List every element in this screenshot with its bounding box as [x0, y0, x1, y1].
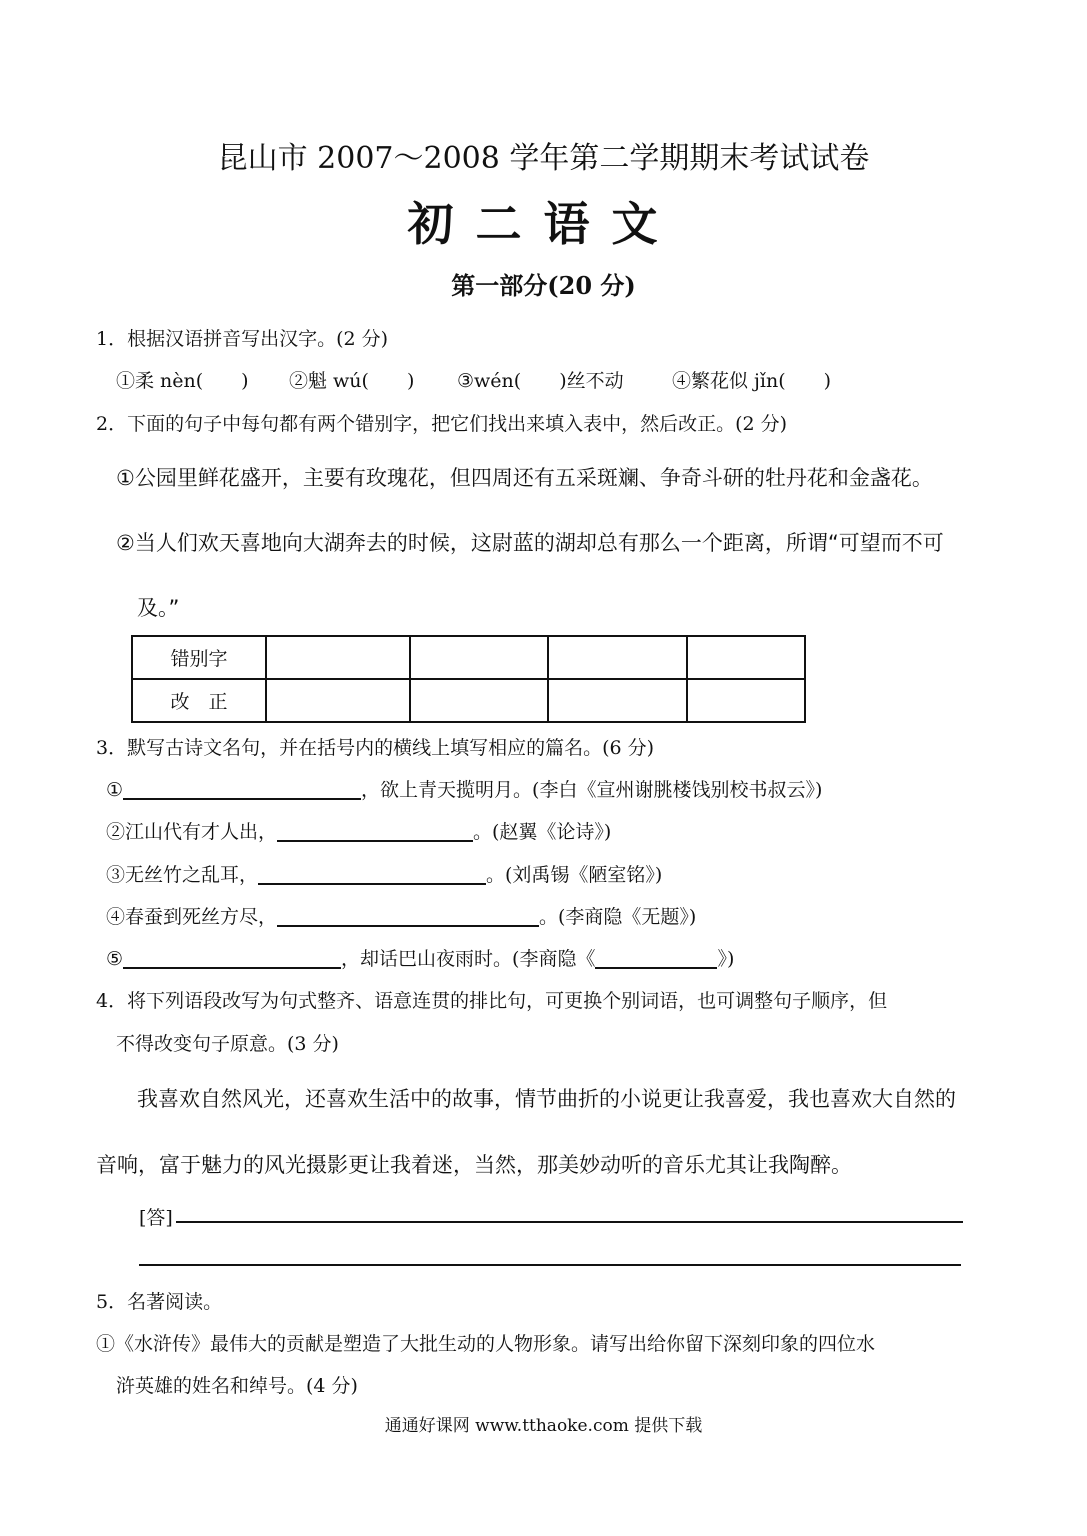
q3-item-2-prefix: ②江山代有才人出，: [106, 821, 278, 843]
subject-title: 初二语文: [407, 197, 680, 251]
q3-item-3: [106, 860, 662, 887]
q4-stem-line-1: 4．将下列语段改写为句式整齐、语意连贯的排比句，可更换个别词语，也可调整句子顺序，但: [96, 990, 888, 1012]
q4-passage-line-2: 音响，富于魅力的风光摄影更让我着迷，当然，那美妙动听的音乐尤其让我陶醉。: [96, 1153, 852, 1177]
q3-blank-4[interactable]: [277, 905, 539, 927]
table-cell[interactable]: [548, 679, 687, 722]
table-cell[interactable]: [687, 679, 805, 722]
part-title: 第一部分(20 分): [451, 271, 636, 300]
q2-sentence-2-line-1: ②当人们欢天喜地向大湖奔去的时候，这尉蓝的湖却总有那么一个距离，所谓“可望而不可: [116, 531, 944, 555]
correction-table: [131, 635, 806, 723]
q4-stem-line-2: 不得改变句子原意。(3 分): [116, 1033, 339, 1055]
q2-sentence-2-line-2: 及。”: [137, 596, 180, 620]
q3-item-5-suffix: 》): [717, 948, 735, 970]
table-cell[interactable]: [266, 679, 410, 722]
q5-sub1-line-1: ①《水浒传》最伟大的贡献是塑造了大批生动的人物形象。请写出给你留下深刻印象的四位水: [96, 1333, 876, 1355]
q3-item-1-prefix: ①: [106, 779, 124, 801]
exam-title: 昆山市 2007～2008 学年第二学期期末考试试卷: [217, 141, 870, 176]
q3-blank-title[interactable]: [595, 947, 717, 969]
table-cell[interactable]: [410, 636, 548, 679]
q3-blank-1[interactable]: [123, 778, 361, 800]
q3-item-3-suffix: 。(刘禹锡《陋室铭》): [486, 864, 663, 886]
q1-item-1: ①柔 nèn( ): [116, 370, 249, 392]
q3-item-1: [106, 775, 822, 802]
q3-blank-2[interactable]: [277, 820, 473, 842]
q3-item-3-prefix: ③无丝竹之乱耳，: [106, 864, 259, 886]
table-label-correction: 改 正: [132, 679, 266, 722]
q3-item-4: [106, 902, 696, 929]
table-cell[interactable]: [548, 636, 687, 679]
table-cell[interactable]: [687, 636, 805, 679]
q4-answer-line-1[interactable]: [176, 1221, 963, 1223]
q3-blank-3[interactable]: [258, 863, 486, 885]
q3-item-1-suffix: ，欲上青天揽明月。(李白《宣州谢朓楼饯别校书叔云》): [361, 779, 823, 801]
q5-stem: 5．名著阅读。: [96, 1291, 223, 1313]
q3-item-2-suffix: 。(赵翼《论诗》): [473, 821, 612, 843]
table-row: [132, 636, 805, 679]
q3-item-5-prefix: ⑤: [106, 948, 124, 970]
q4-passage-line-1: 我喜欢自然风光，还喜欢生活中的故事，情节曲折的小说更让我喜爱，我也喜欢大自然的: [137, 1087, 956, 1111]
table-cell[interactable]: [410, 679, 548, 722]
q1-stem: 1．根据汉语拼音写出汉字。(2 分): [96, 328, 389, 350]
table-label-wrong-chars: 错别字: [132, 636, 266, 679]
q1-item-3: ③wén( )丝不动: [457, 370, 624, 392]
q1-item-4: ④繁花似 jǐn( ): [672, 370, 832, 392]
q2-stem: 2．下面的句子中每句都有两个错别字，把它们找出来填入表中，然后改正。(2 分): [96, 413, 788, 435]
q3-blank-5[interactable]: [123, 947, 341, 969]
q3-stem: 3．默写古诗文名句，并在括号内的横线上填写相应的篇名。(6 分): [96, 737, 655, 759]
table-row: [132, 679, 805, 722]
q1-item-2: ②魁 wú( ): [289, 370, 415, 392]
q3-item-4-prefix: ④春蚕到死丝方尽，: [106, 906, 278, 928]
q3-item-5: [106, 944, 734, 971]
q4-answer-line-2[interactable]: [139, 1264, 961, 1266]
q2-sentence-1: ①公园里鲜花盛开，主要有玫瑰花，但四周还有五采斑斓、争奇斗研的牡丹花和金盏花。: [116, 466, 933, 490]
q5-sub1-line-2: 浒英雄的姓名和绰号。(4 分): [116, 1375, 358, 1397]
q3-item-5-middle: ，却话巴山夜雨时。(李商隐《: [341, 948, 596, 970]
q4-answer-label: [答]: [139, 1207, 173, 1229]
footer-text: 通通好课网 www.tthaoke.com 提供下载: [384, 1416, 703, 1436]
q3-item-4-suffix: 。(李商隐《无题》): [539, 906, 697, 928]
q3-item-2: [106, 817, 611, 844]
table-cell[interactable]: [266, 636, 410, 679]
